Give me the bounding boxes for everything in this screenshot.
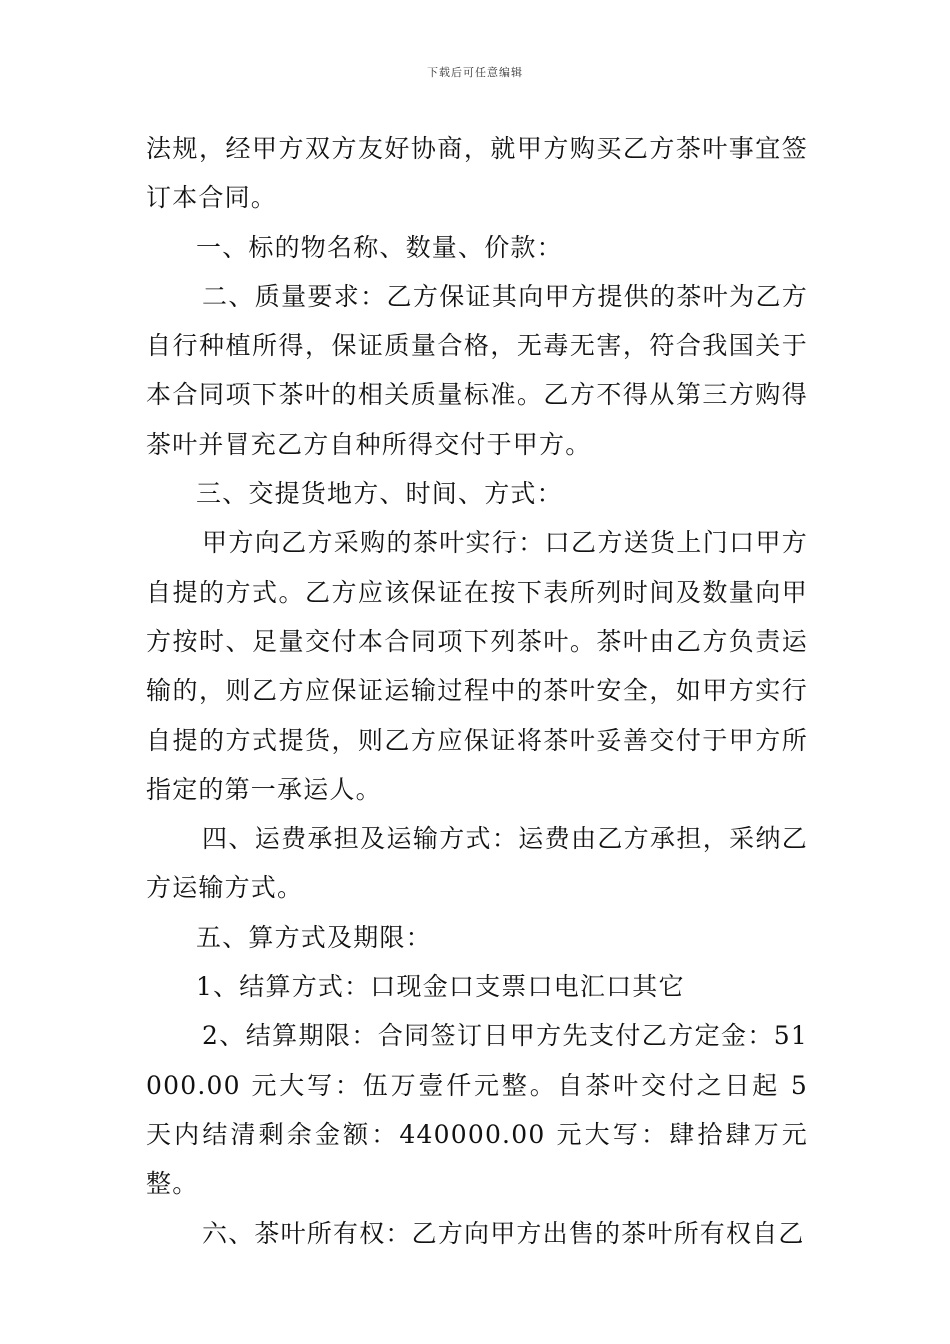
section-6-ownership: 六、茶叶所有权：乙方向甲方出售的茶叶所有权自乙 xyxy=(202,1218,805,1248)
section-4-freight: 四、运费承担及运输方式：运费由乙方承担，采纳乙方运输方式。 xyxy=(146,824,808,903)
section-5-heading: 五、算方式及期限： xyxy=(196,922,432,952)
section-1-heading: 一、标的物名称、数量、价款： xyxy=(196,232,563,262)
page-header-note: 下载后可任意编辑 xyxy=(427,66,523,79)
section-3-heading: 三、交提货地方、时间、方式： xyxy=(196,479,563,509)
section-5-method: 1、结算方式：口现金口支票口电汇口其它 xyxy=(196,972,685,1002)
contract-body xyxy=(146,124,808,1258)
section-2-quality: 二、质量要求：乙方保证其向甲方提供的茶叶为乙方自行种植所得，保证质量合格，无毒无害，符合我国关于本合同项下茶叶的相关质量标准。乙方不得从第三方购得茶叶并冒充乙方自种所得交付于甲方。 xyxy=(146,281,808,459)
section-3-delivery: 甲方向乙方采购的茶叶实行：口乙方送货上门口甲方自提的方式。乙方应该保证在按下表所列时间及数量向甲方按时、足量交付本合同项下列茶叶。茶叶由乙方负责运输的，则乙方应保证运输过程中的茶叶安全，如甲方实行自提的方式提货，则乙方应保证将茶叶妥善交付于甲方所指定的第一承运人。 xyxy=(146,528,808,804)
section-5-term: 2、结算期限：合同签订日甲方先支付乙方定金：51000.00 元大写：伍万壹仟元整。自茶叶交付之日起 5 天内结清剩余金额：440000.00 元大写：肆拾肆万元整。 xyxy=(146,1021,808,1199)
paragraph-intro: 法规，经甲方双方友好协商，就甲方购买乙方茶叶事宜签订本合同。 xyxy=(146,134,808,213)
